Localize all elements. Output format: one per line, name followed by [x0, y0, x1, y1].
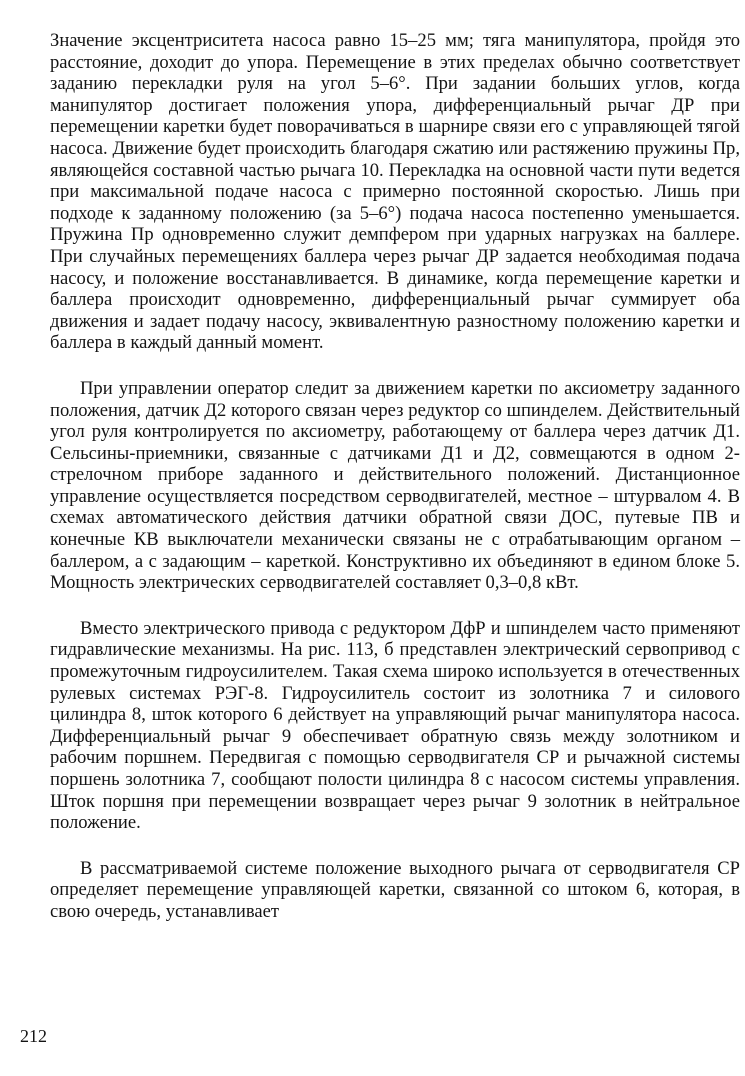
paragraph-3: Вместо электрического привода с редуктором ДфР и шпинделем часто применяют гидравлические механизмы. На рис. 113, б представлен электрический сервопривод с промежуточным гидроусилителем. Такая схема широко используется в отечественных рулевых системах РЭГ-8. Гидроусилитель состоит из золотника 7 и силового цилиндра 8, шток которого 6 действует на управляющий рычаг манипулятора насоса. Дифференциальный рычаг 9 обеспечивает обратную связь между золотником и рабочим поршнем. Передвигая с помощью серводвигателя СР и рычажной системы поршень золотника 7, сообщают полости цилиндра 8 с насосом системы управления. Шток поршня при перемещении возвращает через рычаг 9 золотник в нейтральное положение.	[50, 617, 740, 834]
document-page	[50, 30, 740, 923]
paragraph-4: В рассматриваемой системе положение выходного рычага от серводвигателя СР определяет перемещение управляющей каретки, связанной со штоком 6, которая, в свою очередь, устанавливает	[50, 857, 740, 922]
paragraph-2: При управлении оператор следит за движением каретки по аксиометру заданного положения, датчик Д2 которого связан через редуктор со шпинделем. Действительный угол руля контролируется по аксиометру, работающему от баллера через датчик Д1. Сельсины-приемники, связанные с датчиками Д1 и Д2, совмещаются в одном 2-стрелочном приборе заданного и действительного положений. Дистанционное управление осуществляется посредством серводвигателей, местное – штурвалом 4. В схемах автоматического действия датчики обратной связи ДОС, путевые ПВ и конечные КВ выключатели механически связаны не с отрабатывающим органом – баллером, а с задающим – кареткой. Конструктивно их объединяют в едином блоке 5. Мощность электрических серводвигателей составляет 0,3–0,8 кВт.	[50, 377, 740, 594]
page-number: 212	[20, 1026, 47, 1046]
paragraph-1: Значение эксцентриситета насоса равно 15–25 мм; тяга манипулятора, пройдя это расстояние, доходит до упора. Перемещение в этих пределах обычно соответствует заданию перекладки руля на угол 5–6°. При задании больших углов, когда манипулятор достигает положения упора, дифференциальный рычаг ДР при перемещении каретки будет поворачиваться в шарнире связи его с управляющей тягой насоса. Движение будет происходить благодаря сжатию или растяжению пружины Пр, являющейся составной частью рычага 10. Перекладка на основной части пути ведется при максимальной подаче насоса с примерно постоянной скоростью. Лишь при подходе к заданному положению (за 5–6°) подача насоса постепенно уменьшается. Пружина Пр одновременно служит демпфером при ударных нагрузках на баллере. При случайных перемещениях баллера через рычаг ДР задается необходимая подача насосу, и положение восстанавливается. В динамике, когда перемещение каретки и баллера происходит одновременно, дифференциальный рычаг суммирует оба движения и задает подачу насосу, эквивалентную разностному положению каретки и баллера в каждый данный момент.	[50, 30, 740, 354]
